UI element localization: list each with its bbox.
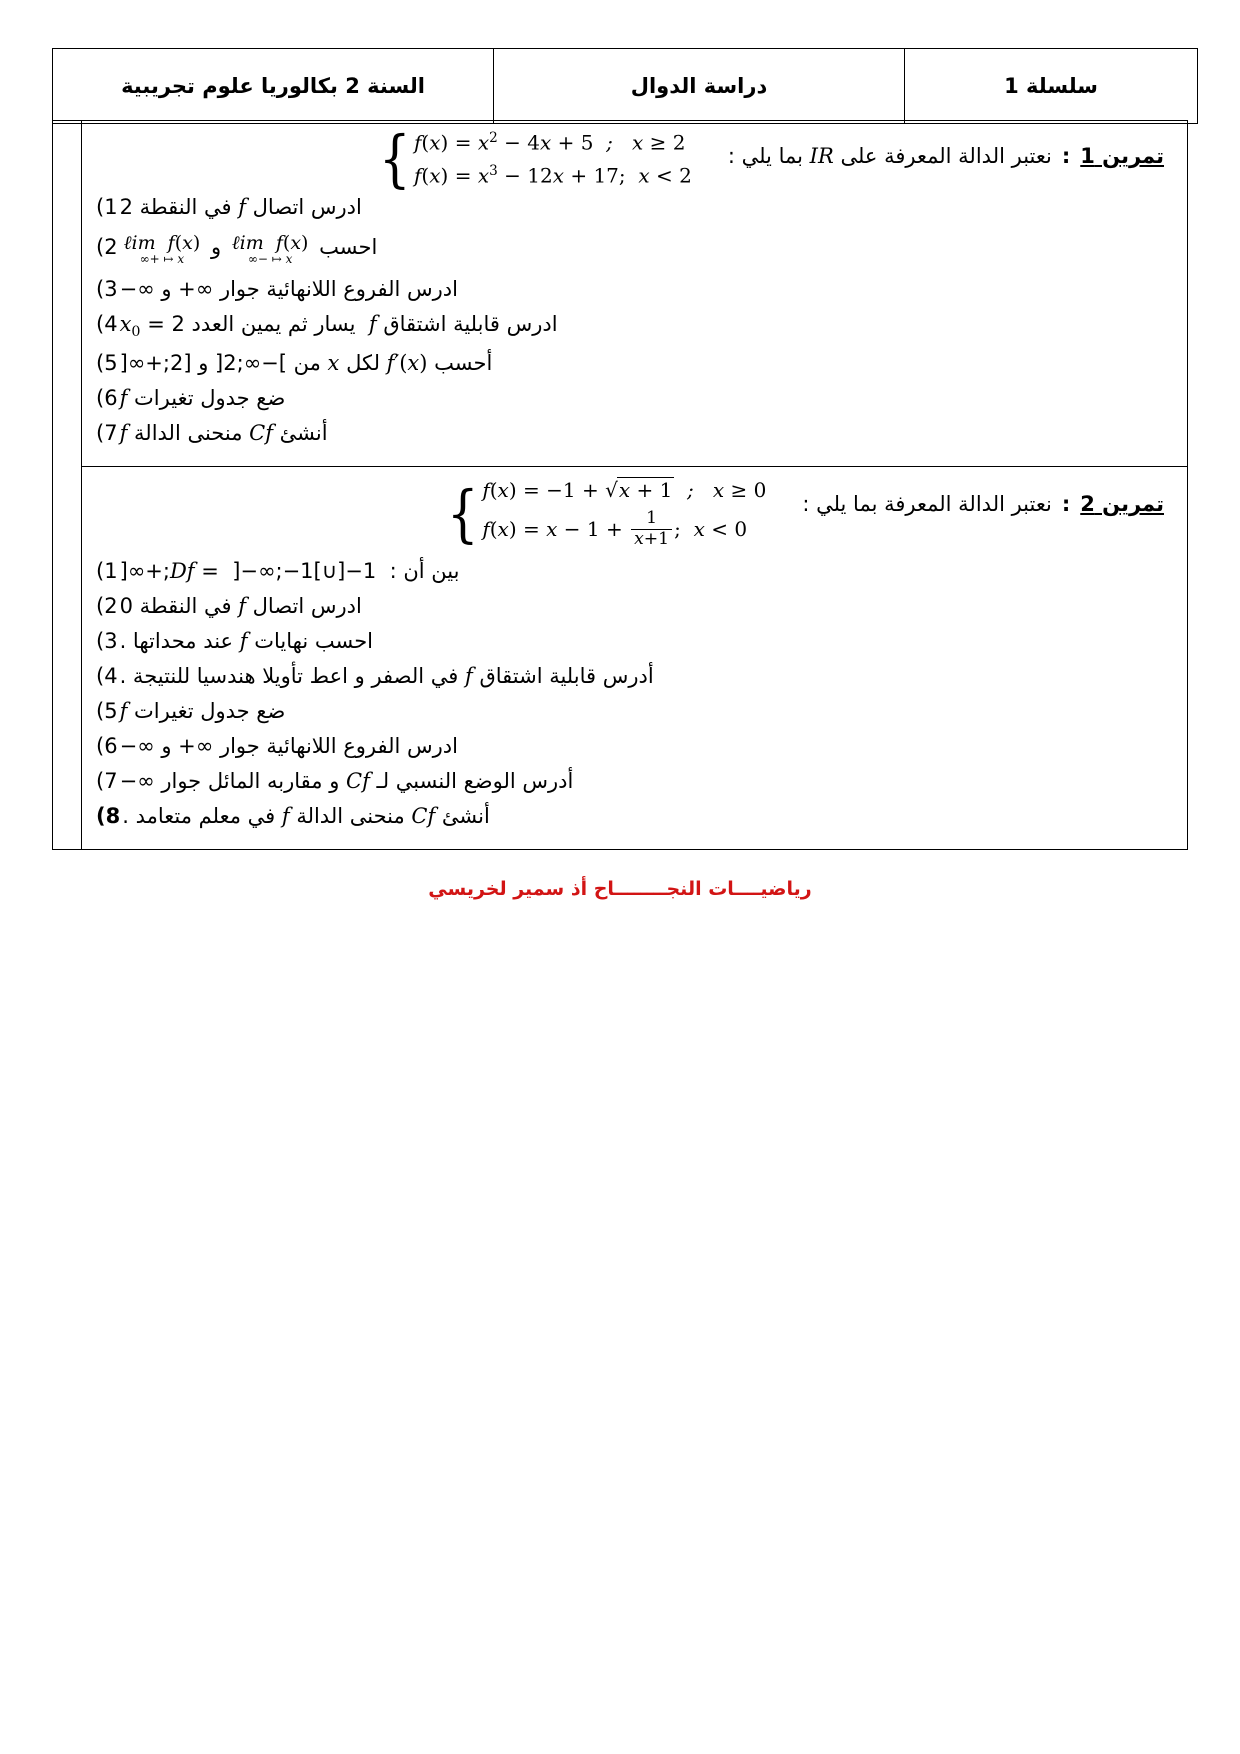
question-text: ادرس قابلية اشتقاق f يسار ثم يمين العدد $x_0 = 2$ xyxy=(119,311,558,340)
question-text: أدرس الوضع النسبي لـ Cf و مقاربه المائل جوار ∞− xyxy=(119,768,574,793)
exercise-2-piecewise-lines xyxy=(482,478,766,551)
question-text: احسب ℓim f(x) x ↦ −∞ و ℓim f(x) x ↦ +∞ xyxy=(123,232,378,267)
exercise-1-intro-symbol: IR xyxy=(809,144,834,168)
header-row xyxy=(53,49,1198,124)
exercise-2-intro: نعتبر الدالة المعرفة بما يلي : xyxy=(802,492,1052,516)
question-item xyxy=(96,733,1164,758)
exercise-1-piecewise xyxy=(373,121,692,195)
header-cell-topic: دراسة الدوال xyxy=(494,49,905,124)
question-number: 6) xyxy=(96,385,118,410)
question-text: أنشئ Cf منحنى الدالة f xyxy=(119,420,328,445)
question-item xyxy=(96,558,1164,583)
question-number: 4) xyxy=(96,663,118,688)
question-item xyxy=(96,385,1164,410)
brace-icon: { xyxy=(378,121,411,195)
exercise-1-header xyxy=(96,121,1164,195)
exercise-1-title: تمرين 1 xyxy=(1080,144,1164,168)
question-text: ادرس اتصال f في النقطة 0 xyxy=(119,593,362,618)
question-item xyxy=(96,698,1164,723)
question-number: 4) xyxy=(96,311,118,336)
question-item xyxy=(96,803,1164,828)
question-number: 3) xyxy=(96,276,118,301)
question-text: ضع جدول تغيرات f xyxy=(119,698,286,723)
brace-icon: { xyxy=(446,477,479,551)
exercise-divider xyxy=(82,466,1188,467)
question-number: 8) xyxy=(96,803,121,828)
question-item xyxy=(96,593,1164,618)
question-item xyxy=(96,311,1164,340)
question-item xyxy=(96,350,1164,375)
question-item xyxy=(96,768,1164,793)
exercise-1 xyxy=(96,121,1188,458)
question-text: بين أن : Df = ]−∞;−1[∪]−1;+∞[ xyxy=(119,558,460,583)
header-cell-level: السنة 2 بكالوريا علوم تجريبية xyxy=(53,49,494,124)
header-table xyxy=(52,48,1198,124)
question-item xyxy=(96,276,1164,301)
exercise-2-colon: : xyxy=(1061,492,1071,516)
question-text: ادرس الفروع اللانهائية جوار ∞+ و ∞− xyxy=(119,276,458,301)
exercise-2-header xyxy=(96,478,1164,551)
question-text: أحسب f′(x) لكل x من ]−∞;2[ و [2;+∞[ xyxy=(119,350,493,375)
question-number: 1) xyxy=(96,558,118,583)
question-number: 7) xyxy=(96,768,118,793)
header-cell-series: سلسلة 1 xyxy=(905,49,1198,124)
exercise-1-question-list xyxy=(96,197,1164,444)
question-item xyxy=(96,628,1164,653)
exercise-1-intro xyxy=(728,130,1052,168)
exercise-1-piece-line-1: $f(x) = x^2 - 4x + 5$ ; x ≥ 2 xyxy=(414,130,686,155)
limit-plus-infinity: ℓim f(x) x ↦ +∞ xyxy=(123,232,201,267)
question-number: 2) xyxy=(96,593,118,618)
question-number: 5) xyxy=(96,698,118,723)
exercise-1-intro-after: بما يلي : xyxy=(727,144,803,168)
exercise-2-piece-line-1: f(x) = −1 + √x + 1 ; x ≥ 0 xyxy=(482,478,767,502)
question-item xyxy=(96,232,1164,267)
question-number: 2) xyxy=(96,235,118,260)
exercise-2-piece-line-2: f(x) = x − 1 + $\frac{1}{x+1}$ ; x < 0 xyxy=(482,508,748,549)
question-text: ضع جدول تغيرات f xyxy=(119,385,286,410)
question-number: 6) xyxy=(96,733,118,758)
exercise-1-colon: : xyxy=(1061,144,1071,168)
question-number: 5) xyxy=(96,350,118,375)
question-item xyxy=(96,197,1164,218)
left-gutter-column xyxy=(52,120,82,850)
question-item xyxy=(96,420,1164,445)
question-text: احسب نهايات f عند محداتها . xyxy=(119,628,374,653)
exercise-2 xyxy=(96,478,1188,841)
exercise-1-piece-line-2: $f(x) = x^3 - 12x + 17$; x < 2 xyxy=(414,162,692,188)
limit-minus-infinity: ℓim f(x) x ↦ −∞ xyxy=(231,232,309,267)
question-number: 1) xyxy=(96,195,118,220)
exercise-2-question-list xyxy=(96,558,1164,828)
question-text: ادرس الفروع اللانهائية جوار ∞+ و ∞− xyxy=(119,733,458,758)
fraction: $\frac{1}{x+1}$ xyxy=(631,509,672,550)
exercise-2-title: تمرين 2 xyxy=(1080,492,1164,516)
question-number: 7) xyxy=(96,420,118,445)
footer-credit: رياضيــــات النجــــــــاح أذ سمير لخريسي xyxy=(428,878,812,900)
question-item xyxy=(96,663,1164,688)
question-text: أنشئ Cf منحنى الدالة f في معلم متعامد . xyxy=(122,803,490,828)
question-number: 3) xyxy=(96,628,118,653)
question-text: ادرس اتصال f في النقطة 2 xyxy=(119,195,362,220)
exercise-1-intro-before: نعتبر الدالة المعرفة على xyxy=(840,144,1052,168)
question-text: أدرس قابلية اشتقاق f في الصفر و اعط تأويلا هندسيا للنتيجة . xyxy=(119,663,654,688)
exercise-1-piecewise-lines xyxy=(414,130,692,187)
exercise-2-piecewise xyxy=(441,478,766,551)
